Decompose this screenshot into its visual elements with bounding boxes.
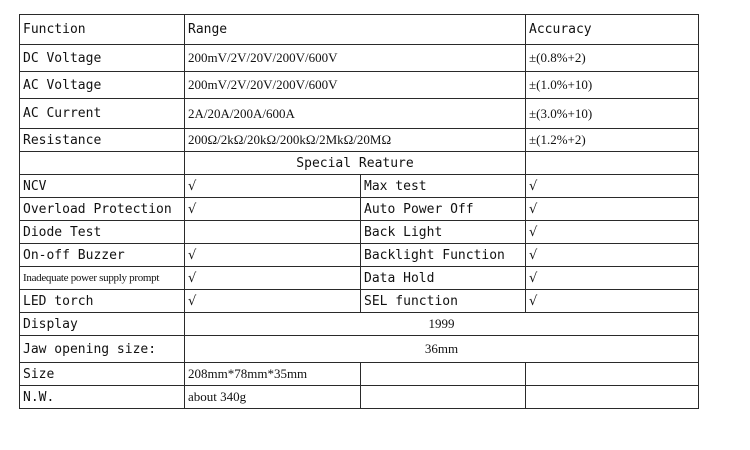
header-row — [20, 15, 699, 45]
feature-label: Diode Test — [20, 221, 185, 244]
feature-row — [20, 267, 699, 290]
table-row — [20, 129, 699, 152]
check-mark-icon: √ — [185, 175, 361, 198]
range-cell: 2A/20A/200A/600A — [185, 99, 526, 129]
table-row — [20, 72, 699, 99]
feature-row — [20, 198, 699, 221]
table-row — [20, 45, 699, 72]
specification-table — [19, 14, 699, 409]
range-cell: 200mV/2V/20V/200V/600V — [185, 72, 526, 99]
accuracy-cell: ±(1.2%+2) — [526, 129, 699, 152]
feature-label: Auto Power Off — [361, 198, 526, 221]
check-mark-icon: √ — [185, 198, 361, 221]
section-title: Special Reature — [185, 152, 526, 175]
section-title-row — [20, 152, 699, 175]
feature-label: Max test — [361, 175, 526, 198]
function-cell: Resistance — [20, 129, 185, 152]
check-mark-icon: √ — [526, 244, 699, 267]
range-cell: 200mV/2V/20V/200V/600V — [185, 45, 526, 72]
feature-label: Inadequate power supply prompt — [20, 267, 185, 290]
bottom-row — [20, 386, 699, 409]
spec-label: Display — [20, 313, 185, 336]
feature-label: NCV — [20, 175, 185, 198]
feature-row — [20, 221, 699, 244]
check-mark-icon: √ — [526, 198, 699, 221]
bottom-label: Size — [20, 363, 185, 386]
feature-label: LED torch — [20, 290, 185, 313]
function-cell: DC Voltage — [20, 45, 185, 72]
feature-label: On-off Buzzer — [20, 244, 185, 267]
bottom-value: 208mm*78mm*35mm — [185, 363, 361, 386]
check-mark-icon: √ — [526, 221, 699, 244]
function-cell: AC Voltage — [20, 72, 185, 99]
range-cell: 200Ω/2kΩ/20kΩ/200kΩ/2MkΩ/20MΩ — [185, 129, 526, 152]
feature-label: Backlight Function — [361, 244, 526, 267]
function-cell: AC Current — [20, 99, 185, 129]
bottom-value: about 340g — [185, 386, 361, 409]
check-mark-icon — [185, 221, 361, 244]
feature-row — [20, 290, 699, 313]
feature-label: Back Light — [361, 221, 526, 244]
feature-label: SEL function — [361, 290, 526, 313]
check-mark-icon: √ — [185, 290, 361, 313]
header-accuracy: Accuracy — [526, 15, 699, 45]
table-row — [20, 99, 699, 129]
bottom-row — [20, 363, 699, 386]
header-range: Range — [185, 15, 526, 45]
feature-row — [20, 175, 699, 198]
check-mark-icon: √ — [526, 175, 699, 198]
accuracy-cell: ±(0.8%+2) — [526, 45, 699, 72]
feature-label: Data Hold — [361, 267, 526, 290]
check-mark-icon: √ — [526, 290, 699, 313]
spec-row — [20, 336, 699, 363]
spec-label: Jaw opening size: — [20, 336, 185, 363]
check-mark-icon: √ — [185, 267, 361, 290]
accuracy-cell: ±(3.0%+10) — [526, 99, 699, 129]
spec-value: 1999 — [185, 313, 699, 336]
check-mark-icon: √ — [526, 267, 699, 290]
spec-row — [20, 313, 699, 336]
feature-label: Overload Protection — [20, 198, 185, 221]
bottom-label: N.W. — [20, 386, 185, 409]
header-function: Function — [20, 15, 185, 45]
accuracy-cell: ±(1.0%+10) — [526, 72, 699, 99]
spec-value: 36mm — [185, 336, 699, 363]
check-mark-icon: √ — [185, 244, 361, 267]
feature-row — [20, 244, 699, 267]
